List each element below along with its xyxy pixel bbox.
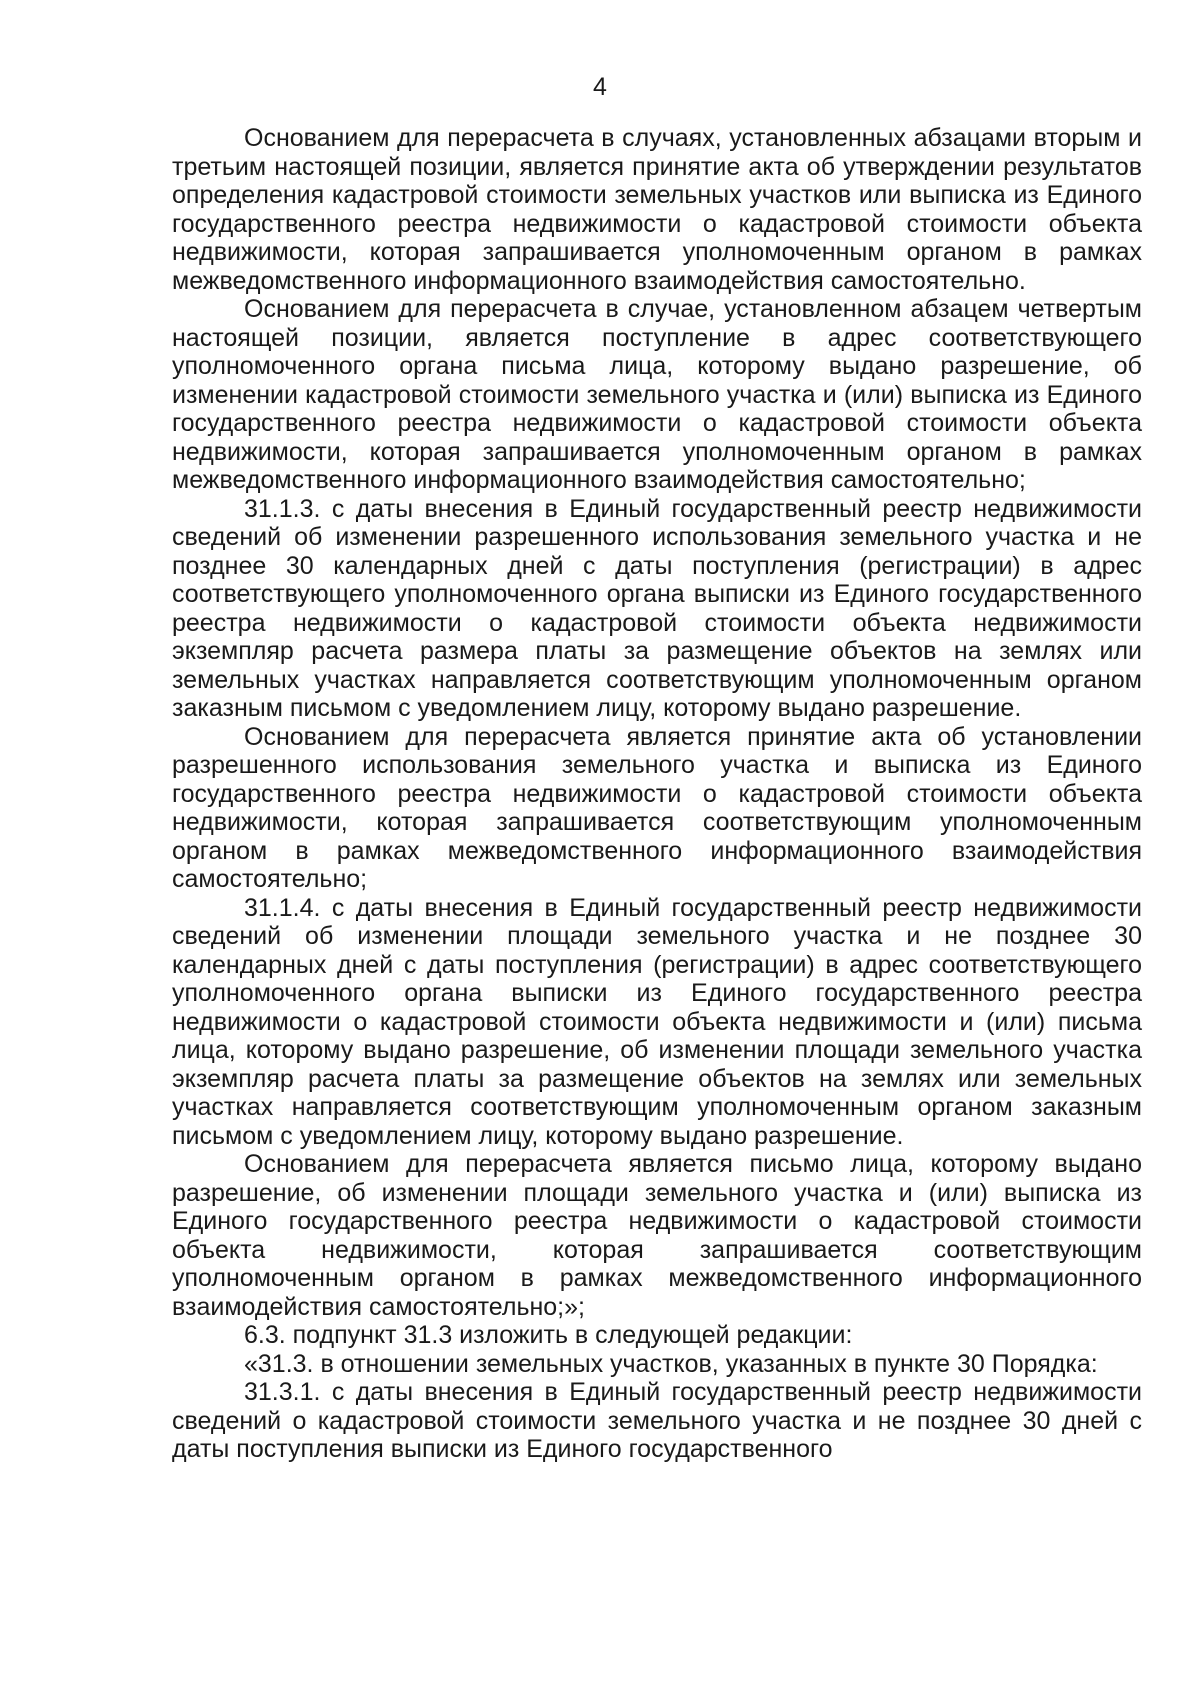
paragraph: 31.1.4. с даты внесения в Единый государственный реестр недвижимости сведений об изменении площади земельного участка и не позднее 30 календарных дней с даты поступления (регистрации) в адрес соответствующего уполномоченного органа выписки из Единого государственного реестра недвижимости о кадастровой стоимости объекта недвижимости и (или) письма лица, которому выдано разрешение, об изменении площади земельного участка экземпляр расчета платы за размещение объектов на землях или земельных участках направляется соответствующим уполномоченным органом заказным письмом с уведомлением лицу, которому выдано разрешение.: [172, 893, 1142, 1150]
paragraph: 31.3.1. с даты внесения в Единый государственный реестр недвижимости сведений о кадастровой стоимости земельного участка и не позднее 30 дней с даты поступления выписки из Единого государственного: [172, 1378, 1142, 1463]
paragraph: 6.3. подпункт 31.3 изложить в следующей редакции:: [244, 1321, 853, 1349]
paragraph: 31.1.3. с даты внесения в Единый государственный реестр недвижимости сведений об изменении разрешенного использования земельного участка и не позднее 30 календарных дней с даты поступления (регистрации) в адрес соответствующего уполномоченного органа выписки из Единого государственного реестра недвижимости о кадастровой стоимости объекта недвижимости экземпляр расчета размера платы за размещение объектов на землях или земельных участках направляется соответствующим уполномоченным органом заказным письмом с уведомлением лицу, которому выдано разрешение.: [172, 494, 1142, 722]
paragraph: «31.3. в отношении земельных участков, указанных в пункте 30 Порядка:: [244, 1349, 1098, 1378]
paragraph: Основанием для перерасчета в случаях, установленных абзацами вторым и третьим настоящей позиции, является принятие акта об утверждении результатов определения кадастровой стоимости земельных участков или выписка из Единого государственного реестра недвижимости о кадастровой стоимости объекта недвижимости, которая запрашивается уполномоченным органом в рамках межведомственного информационного взаимодействия самостоятельно.: [172, 124, 1142, 295]
paragraph: Основанием для перерасчета является принятие акта об установлении разрешенного использования земельного участка и выписка из Единого государственного реестра недвижимости о кадастровой стоимости объекта недвижимости, которая запрашивается соответствующим уполномоченным органом в рамках межведомственного информационного взаимодействия самостоятельно;: [172, 722, 1142, 893]
page-number: 4: [593, 73, 607, 101]
document-body: [172, 124, 1142, 1464]
paragraph: Основанием для перерасчета в случае, установленном абзацем четвертым настоящей позиции, является поступление в адрес соответствующего уполномоченного органа письма лица, которому выдано разрешение, об изменении кадастровой стоимости земельного участка и (или) выписка из Единого государственного реестра недвижимости о кадастровой стоимости объекта недвижимости, которая запрашивается уполномоченным органом в рамках межведомственного информационного взаимодействия самостоятельно;: [172, 295, 1142, 494]
paragraph: Основанием для перерасчета является письмо лица, которому выдано разрешение, об изменении площади земельного участка и (или) выписка из Единого государственного реестра недвижимости о кадастровой стоимости объекта недвижимости, которая запрашивается соответствующим уполномоченным органом в рамках межведомственного информационного взаимодействия самостоятельно;»;: [172, 1150, 1142, 1321]
